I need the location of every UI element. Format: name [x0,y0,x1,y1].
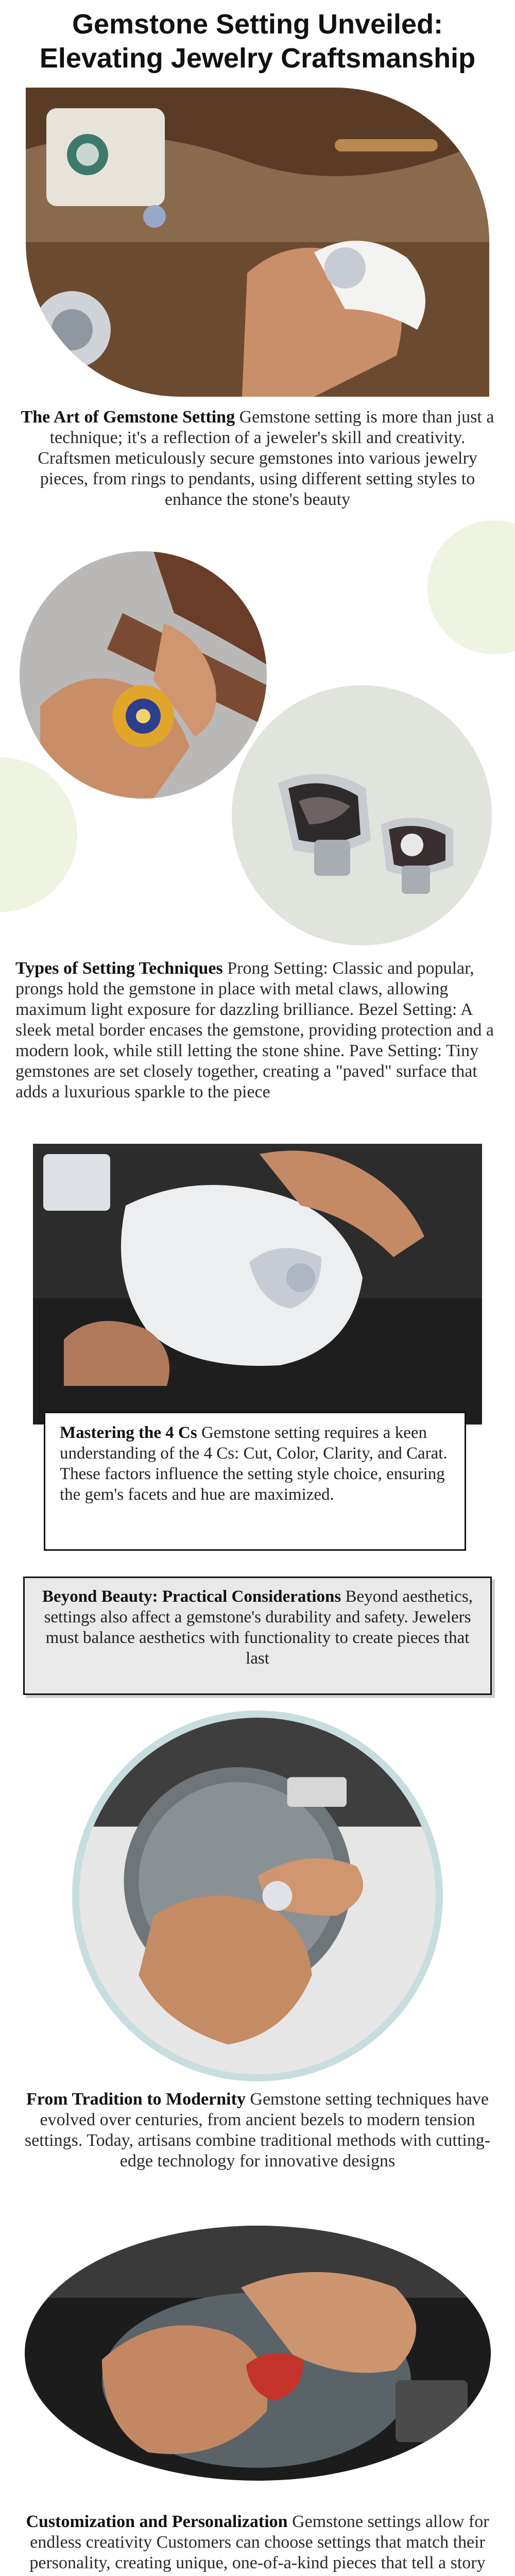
photo-workbench-jewelry [26,88,489,397]
section-tradition-modernity [21,2089,494,2172]
card-four-cs [44,1412,466,1551]
section-body: Gemstone setting requires a keen understanding of the 4 Cs: Cut, Color, Clarity, and Carat. These factors influence the setting style choice, ensuring the gem's facets and hue are maximized. [60,1423,448,1504]
section-body: Prong Setting: Classic and popular, prongs hold the gemstone in place with metal claws, allowing maximum light exposure for dazzling brilliance. Bezel Setting: A sleek metal border encases the gemstone, providing protection and a modern look, while still letting the stone shine. Pave Setting: Tiny gemstones are set closely together, creating a "paved" surface that adds a luxurious sparkle to the piece [15,959,494,1101]
section-heading: Customization and Personalization [26,2512,288,2531]
title-line-1: Gemstone Setting Unveiled: [72,9,443,40]
box-practical-considerations [23,1577,492,1695]
section-heading: Beyond Beauty: Practical Considerations [42,1587,341,1606]
photo-red-gemstone [25,2226,491,2481]
section-heading: Mastering the 4 Cs [60,1423,197,1442]
photo-hands-glove-stone [33,1144,482,1425]
page-title [0,7,515,75]
title-line-2: Elevating Jewelry Craftsmanship [39,43,476,74]
photo-hands-bezel-circle [72,1710,443,2081]
section-body: Gemstone setting is more than just a technique; it's a reflection of a jeweler's skill and creativity. Craftsmen meticulously secure gemstones into various jewelry pieces, from rings to pendants, using different setting styles to enhance the stone's beauty [38,408,494,509]
section-body: Beyond aesthetics, settings also affect a gemstone's durability and safety. Jewelers must balance aesthetics with functionality to create pieces that last [44,1587,473,1668]
section-body: Gemstone setting techniques have evolved over centuries, from ancient bezels to modern tension settings. Today, artisans combine traditional methods with cutting-edge technology for innovative designs [24,2090,491,2171]
section-setting-techniques [15,958,500,1103]
decorative-blob [427,520,515,654]
photo-yellow-gemstone-setting [20,551,267,799]
decorative-blob [0,757,77,912]
section-heading: From Tradition to Modernity [26,2090,246,2109]
section-heading: The Art of Gemstone Setting [21,408,235,427]
section-body: Gemstone settings allow for endless creativity Customers can choose settings that match their personality, creating unique, one-of-a-kind pieces that tell a story [29,2512,489,2572]
photo-bezel-rings [232,685,492,945]
section-customization [21,2512,494,2573]
section-art-of-setting [21,407,494,510]
section-heading: Types of Setting Techniques [15,959,223,978]
